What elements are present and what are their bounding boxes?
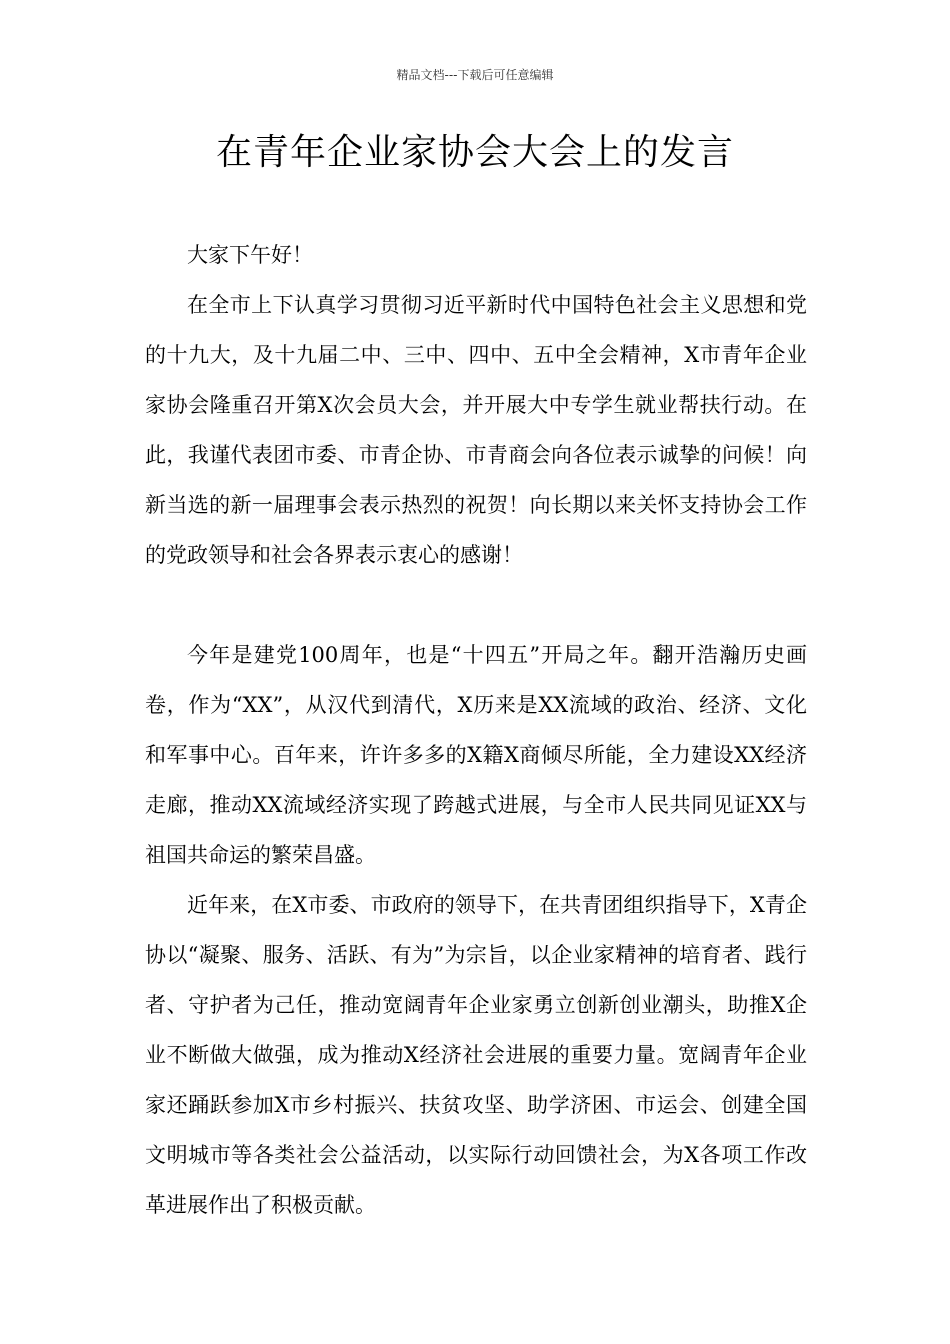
document-body (145, 230, 807, 1230)
document-title: 在青年企业家协会大会上的发言 (215, 132, 734, 173)
paragraph-3: 近年来，在X市委、市政府的领导下，在共青团组织指导下，X青企协以“凝聚、服务、活跃、有为”为宗旨，以企业家精神的培育者、践行者、守护者为己任，推动宽阔青年企业家勇立创新创业潮头，助推X企业不断做大做强，成为推动X经济社会进展的重要力量。宽阔青年企业家还踊跃参加X市乡村振兴、扶贫攻坚、助学济困、市运会、创建全国文明城市等各类社会公益活动，以实际行动回馈社会，为X各项工作改革进展作出了积极贡献。 (145, 893, 807, 1217)
paragraph-2: 今年是建党100周年，也是“十四五”开局之年。翻开浩瀚历史画卷，作为“XX”，从汉代到清代，X历来是XX流域的政治、经济、文化和军事中心。百年来，许许多多的X籍X商倾尽所能，全力建设XX经济走廊，推动XX流域经济实现了跨越式进展，与全市人民共同见证XX与祖国共命运的繁荣昌盛。 (145, 643, 807, 867)
paragraph-greeting: 大家下午好！ (187, 243, 313, 267)
paragraph-1: 在全市上下认真学习贯彻习近平新时代中国特色社会主义思想和党的十九大，及十九届二中、三中、四中、五中全会精神，X市青年企业家协会隆重召开第X次会员大会，并开展大中专学生就业帮扶行动。在此，我谨代表团市委、市青企协、市青商会向各位表示诚挚的问候！向新当选的新一届理事会表示热烈的祝贺！向长期以来关怀支持协会工作的党政领导和社会各界表示衷心的感谢！ (145, 293, 807, 567)
header-note: 精品文档---下载后可任意编辑 (396, 68, 554, 82)
